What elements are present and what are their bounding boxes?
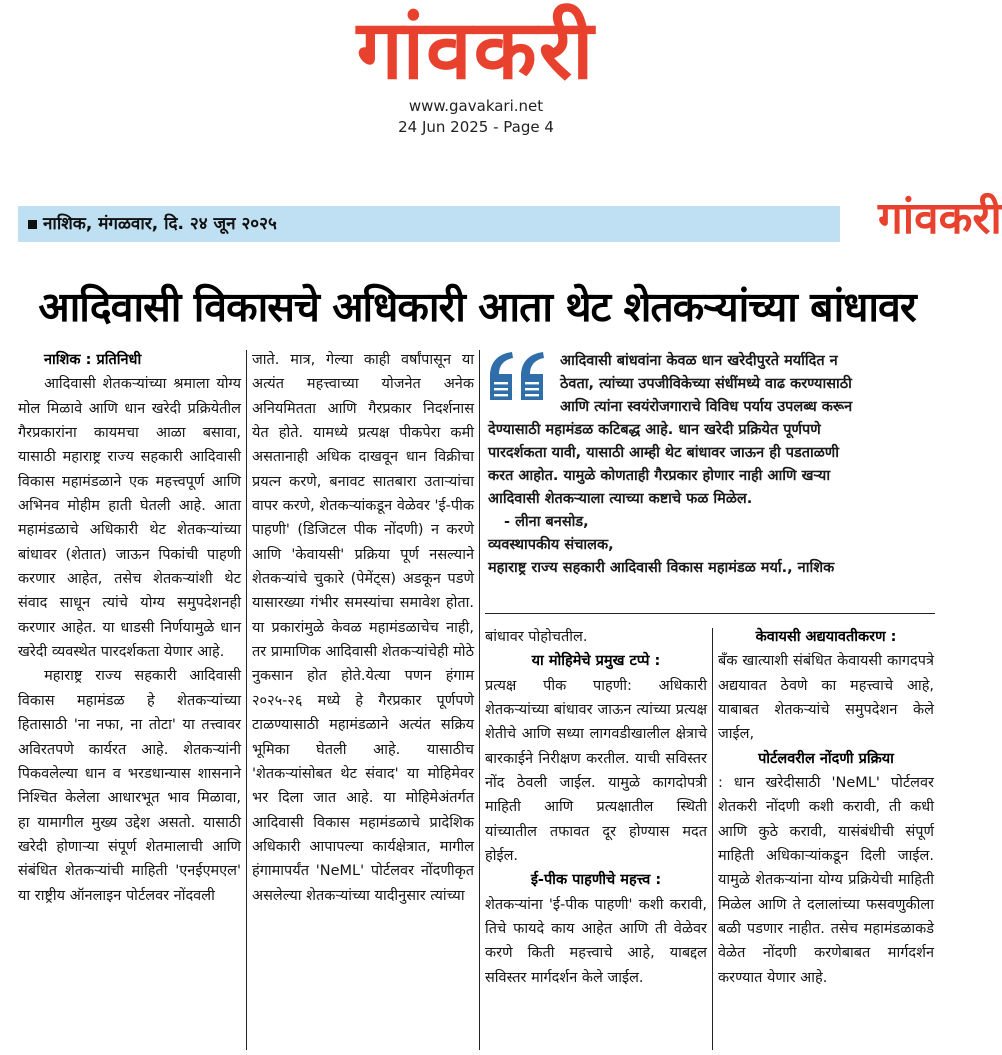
paragraph: प्रत्यक्ष पीक पाहणी: अधिकारी शेतकऱ्यांच्या बांधावर जाऊन त्यांच्या प्रत्यक्ष शेतीचे आणि सध्या लागवडीखालील क्षेत्राचे बारकाईने निरीक्षण करतील. याची सविस्तर नोंद ठेवली जाईल. यामुळे कागदोपत्री माहिती आणि प्रत्यक्षातील स्थिती यांच्यातील तफावत दूर होण्यास मदत होईल. [485,677,707,865]
column-divider [479,350,480,1050]
website-url[interactable]: www.gavakari.net [408,97,544,115]
paragraph: बांधावर पोहोचतील. [485,629,588,645]
subheading: पोर्टलवरील नोंदणी प्रक्रिया [758,750,894,767]
subheading: ई-पीक पाहणीचे महत्त्व : [530,872,662,889]
quote-organization: महाराष्ट्र राज्य सहकारी आदिवासी विकास महामंडळ मर्या., नाशिक [488,560,835,576]
paragraph: : धान खरेदीसाठी 'NeML' पोर्टलवर शेतकरी नोंदणी कशी करावी, ती कधी आणि कुठे करावी, यासंबंधीची संपूर्ण माहिती अधिकाऱ्यांकडून दिली जाईल. यामुळे शेतकऱ्यांना योग्य प्रक्रियेची माहिती मिळेल आणि ते दलालांच्या फसवणुकीला बळी पडणार नाहीत. तसेच महामंडळाकडे वेळेत नोंदणी करणेबाबत मार्गदर्शन करण्यात येणार आहे. [718,775,934,986]
corner-logo: गांवकरी [878,193,1002,244]
quote-author: - लीना बनसोड, [504,514,589,530]
dateline-bar [28,214,277,234]
quote-designation: व्यवस्थापकीय संचालक, [488,537,614,553]
article-headline: आदिवासी विकासचे अधिकारी आता थेट शेतकऱ्यांच्या बांधावर [38,283,916,331]
quote-line: आदिवासी शेतकऱ्याला त्याच्या कष्टाचे फळ मिळेल. [488,491,753,507]
quote-line: करत आहोत. यामुळे कोणताही गैरप्रकार होणार नाही आणि खऱ्या [488,468,831,484]
pull-quote [488,350,934,580]
quote-bottom-rule [485,613,935,614]
paragraph: जाते. मात्र, गेल्या काही वर्षांपासून या अत्यंत महत्त्वाच्या योजनेत अनेक अनियमितता आणि गैरप्रकार निदर्शनास येत होते. यामध्ये प्रत्यक्ष पीकपेरा कमी असतानाही अधिक दाखवून धान विक्रीचा प्रयत्न करणे, बनावट सातबारा उताऱ्यांचा वापर करणे, शेतकऱ्यांकडून वेळेवर 'ई-पीक पाहणी' (डिजिटल पीक नोंदणी) न करणे आणि 'केवायसी' प्रक्रिया पूर्ण नसल्याने शेतकऱ्यांचे चुकारे (पेमेंट्स) अडकून पडणे यासारख्या गंभीर समस्यांचा समावेश होता. या प्रकारांमुळे केवळ महामंडळाचेच नाही, तर प्रामाणिक आदिवासी शेतकऱ्यांचेही मोठे नुकसान होत होते.येत्या पणन हंगाम २०२५-२६ मध्ये हे गैरप्रकार पूर्णपणे टाळण्यासाठी महामंडळाने अत्यंत सक्रिय भूमिका घेतली आहे. यासाठीच 'शेतकऱ्यांसोबत थेट संवाद' या मोहिमेवर भर दिला जात आहे. या मोहिमेअंतर्गत आदिवासी विकास महामंडळाचे प्रादेशिक अधिकारी आपापल्या कार्यक्षेत्रात, मागील हंगामापर्यंत 'NeML' पोर्टलवर नोंदणीकृत असलेल्या शेतकऱ्यांच्या यादीनुसार त्यांच्या [252,352,474,904]
date-text: नाशिक, मंगळवार, दि. २४ जून २०२५ [43,214,277,234]
quote-line: आदिवासी बांधवांना केवळ धान खरेदीपुरते मर्यादित न [560,353,838,369]
paragraph: महाराष्ट्र राज्य सहकारी आदिवासी विकास महामंडळ हे शेतकऱ्यांच्या हितासाठी 'ना नफा, ना तोटा' या तत्त्वावर अविरतपणे कार्यरत आहे. शेतकऱ्यांनी पिकवलेल्या धान व भरडधान्यास शासनाने निश्चित केलेला आधारभूत भाव मिळावा, हा यामागील मुख्य उद्देश असतो. यासाठी खरेदी होणाऱ्या संपूर्ण शेतमालाची आणि संबंधित शेतकऱ्यांची माहिती 'एनईएमएल' या राष्ट्रीय ऑनलाइन पोर्टलवर नोंदवली [18,668,241,904]
column-divider [712,628,713,1050]
quote-line: देण्यासाठी महामंडळ कटिबद्ध आहे. धान खरेदी प्रक्रियेत पूर्णपणे [488,422,821,438]
subheading: या मोहिमेचे प्रमुख टप्पे : [531,653,661,670]
article-column-4 [718,625,934,1053]
paragraph: बँक खात्याशी संबंधित केवायसी कागदपत्रे अद्ययावत ठेवणे का महत्त्वाचे आहे, याबाबत शेतकऱ्यांचे समुपदेशन केले जाईल, [718,653,934,743]
quote-line: आणि त्यांना स्वयंरोजगाराचे विविध पर्याय उपलब्ध करून [560,399,853,415]
subheading: केवायसी अद्ययावतीकरण : [755,629,897,645]
paragraph: आदिवासी शेतकऱ्यांच्या श्रमाला योग्य मोल मिळावे आणि धान खरेदी प्रक्रियेतील गैरप्रकारांना कायमचा आळा बसावा, यासाठी महाराष्ट्र राज्य सहकारी आदिवासी विकास महामंडळाने एक महत्त्वपूर्ण आणि अभिनव मोहीम हाती घेतली आहे. आता महामंडळाचे अधिकारी थेट शेतकऱ्यांच्या बांधावर (शेतात) जाऊन पिकांची पाहणी करणार आहेत, तसेच शेतकऱ्यांशी थेट संवाद साधून त्यांचे योग्य समुपदेशनही करणार आहेत. या धाडसी निर्णयामुळे धान खरेदी व्यवस्थेत पारदर्शकता येणार आहे. [18,376,241,661]
article-column-3 [485,625,707,1053]
article-dateline: नाशिक : प्रतिनिधी [44,352,142,368]
column-divider [246,350,247,1050]
article-column-1 [18,348,241,1053]
newspaper-logo: गांवकरी [356,2,596,98]
article-column-2 [252,348,474,1053]
quote-line: पारदर्शकता यावी, यासाठी आम्ही थेट बांधावर जाऊन ही पडताळणी [488,445,840,461]
date-band [18,206,840,242]
quote-line: ठेवता, त्यांच्या उपजीविकेच्या संधींमध्ये वाढ करण्यासाठी [560,376,852,392]
date-page-info: 24 Jun 2025 - Page 4 [398,118,554,136]
paragraph: शेतकऱ्यांना 'ई-पीक पाहणी' कशी करावी, तिचे फायदे काय आहेत आणि ती वेळेवर करणे किती महत्त्वाचे आहे, याबद्दल सविस्तर मार्गदर्शन केले जाईल. [485,896,707,986]
square-bullet-icon [28,220,37,229]
